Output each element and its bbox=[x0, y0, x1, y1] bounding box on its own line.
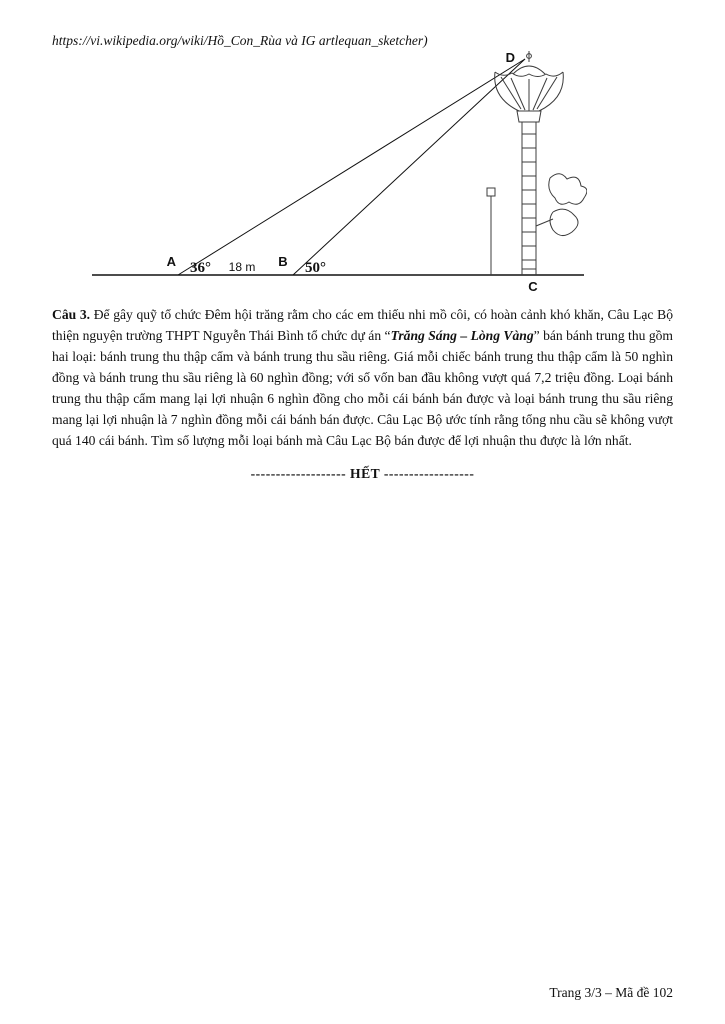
project-title: Trăng Sáng – Lòng Vàng bbox=[390, 327, 534, 343]
tower-sketch bbox=[487, 51, 587, 275]
distance-ab-label: 18 m bbox=[228, 260, 256, 274]
sight-lines bbox=[178, 59, 525, 275]
angle-a-label: 36° bbox=[190, 260, 211, 276]
figure-diagram bbox=[92, 50, 587, 296]
problem-number: Câu 3. bbox=[52, 306, 91, 322]
point-c-label: C bbox=[528, 279, 538, 294]
tower-angle-diagram bbox=[92, 50, 587, 296]
point-d-label: D bbox=[505, 50, 515, 65]
end-of-exam-marker: ------------------- HẾT ------------------ bbox=[250, 466, 475, 481]
problem-paragraph bbox=[52, 304, 673, 451]
point-b-label: B bbox=[278, 254, 288, 269]
angle-b-label: 50° bbox=[305, 260, 326, 276]
page-footer: Trang 3/3 – Mã đề 102 bbox=[549, 985, 673, 1000]
problem-text-part1: Để gây quỹ tổ chức Đêm hội trăng rằm cho các em thiếu nhi mồ côi, có hoàn cảnh khó khăn, Câu Lạc Bộ thiện nguyện trường THPT Nguyễn Thái Bình tổ chức dự án “ bbox=[52, 306, 673, 343]
point-a-label: A bbox=[166, 254, 176, 269]
source-citation-link: https://vi.wikipedia.org/wiki/Hồ_Con_Rùa và IG artlequan_sketcher) bbox=[52, 33, 428, 48]
problem-text-part2: ” bán bánh trung thu gồm hai loại: bánh trung thu thập cẩm và bánh trung thu sầu riêng. Giá mỗi chiếc bánh trung thu thập cẩm là 50 nghìn đồng và bánh trung thu sầu riêng là 60 nghìn đồng; với số vốn ban đầu không vượt quá 7,2 triệu đồng. Loại bánh trung thu thập cẩm mang lại lợi nhuận 6 nghìn đồng cho mỗi cái bánh bán được và loại bánh trung thu sầu riêng mang lại lợi nhuận là 7 nghìn đồng mỗi cái bánh bán được. Câu Lạc Bộ ước tính rằng tổng nhu cầu sẽ không vượt quá 140 cái bánh. Tìm số lượng mỗi loại bánh mà Câu Lạc Bộ bán được để lợi nhuận thu được là lớn nhất. bbox=[52, 327, 674, 448]
